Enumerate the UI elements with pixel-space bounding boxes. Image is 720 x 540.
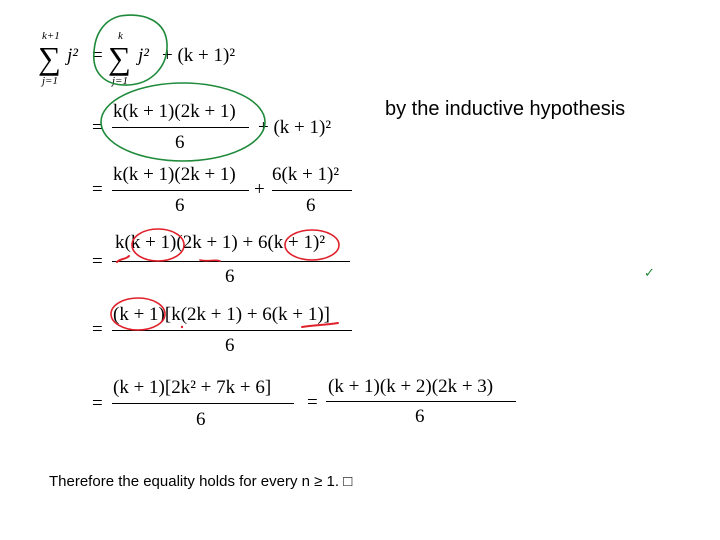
red-circle-k-plus-1-first — [132, 229, 184, 261]
lhs-sum-lower-limit: j=1 — [42, 75, 58, 87]
step3-equals: = — [92, 251, 103, 272]
step1-numerator: k(k + 1)(2k + 1) — [113, 101, 236, 122]
step2-numerator2: 6(k + 1)² — [272, 164, 340, 185]
green-circle-fraction-annotation — [101, 83, 265, 161]
rhs-sum-upper-limit: k — [118, 30, 123, 42]
red-circle-k-plus-1-second — [285, 230, 339, 260]
step2-plus: + — [254, 179, 265, 200]
rhs-sigma: ∑ — [108, 40, 131, 76]
red-circle-k-plus-1-step4 — [111, 298, 165, 330]
green-circle-sum-annotation — [94, 15, 167, 85]
step1-equals: = — [92, 117, 103, 138]
lhs-sigma: ∑ — [38, 40, 61, 76]
lhs-sum-term: j² — [67, 45, 78, 66]
step3-denominator: 6 — [225, 266, 235, 287]
step4-equals: = — [92, 319, 103, 340]
red-underline-step3-left — [117, 256, 129, 262]
step2-numerator: k(k + 1)(2k + 1) — [113, 164, 236, 185]
step2-denominator2: 6 — [306, 195, 316, 216]
line1-equals: = — [92, 45, 103, 66]
step2-denominator: 6 — [175, 195, 185, 216]
step1-tail: + (k + 1)² — [258, 117, 332, 138]
step5-numerator: (k + 1)[2k² + 7k + 6] — [113, 377, 272, 398]
step4-numerator: (k + 1)[k(2k + 1) + 6(k + 1)] — [113, 304, 330, 325]
step4-denominator: 6 — [225, 335, 235, 356]
conclusion-text: Therefore the equality holds for every n ≥ 1. □ — [49, 473, 353, 490]
step5-denominator2: 6 — [415, 406, 425, 427]
rhs-tail: + (k + 1)² — [162, 45, 236, 66]
lhs-sum-upper-limit: k+1 — [42, 30, 60, 42]
step5-denominator: 6 — [196, 409, 206, 430]
check-mark-icon: ✓ — [644, 265, 655, 280]
inductive-hypothesis-note: by the inductive hypothesis — [385, 98, 626, 120]
rhs-sum-term: j² — [138, 45, 149, 66]
red-underline-step4 — [302, 323, 338, 327]
step5-equals: = — [92, 393, 103, 414]
step5-numerator2: (k + 1)(k + 2)(2k + 3) — [328, 376, 494, 397]
step5-equals2: = — [307, 392, 318, 413]
step2-equals: = — [92, 179, 103, 200]
red-underline-step3-mid — [200, 260, 220, 261]
red-ink-dot — [181, 326, 183, 328]
step3-numerator: k(k + 1)(2k + 1) + 6(k + 1)² — [115, 232, 326, 253]
rhs-sum-lower-limit: j=1 — [112, 75, 128, 87]
step1-denominator: 6 — [175, 132, 185, 153]
